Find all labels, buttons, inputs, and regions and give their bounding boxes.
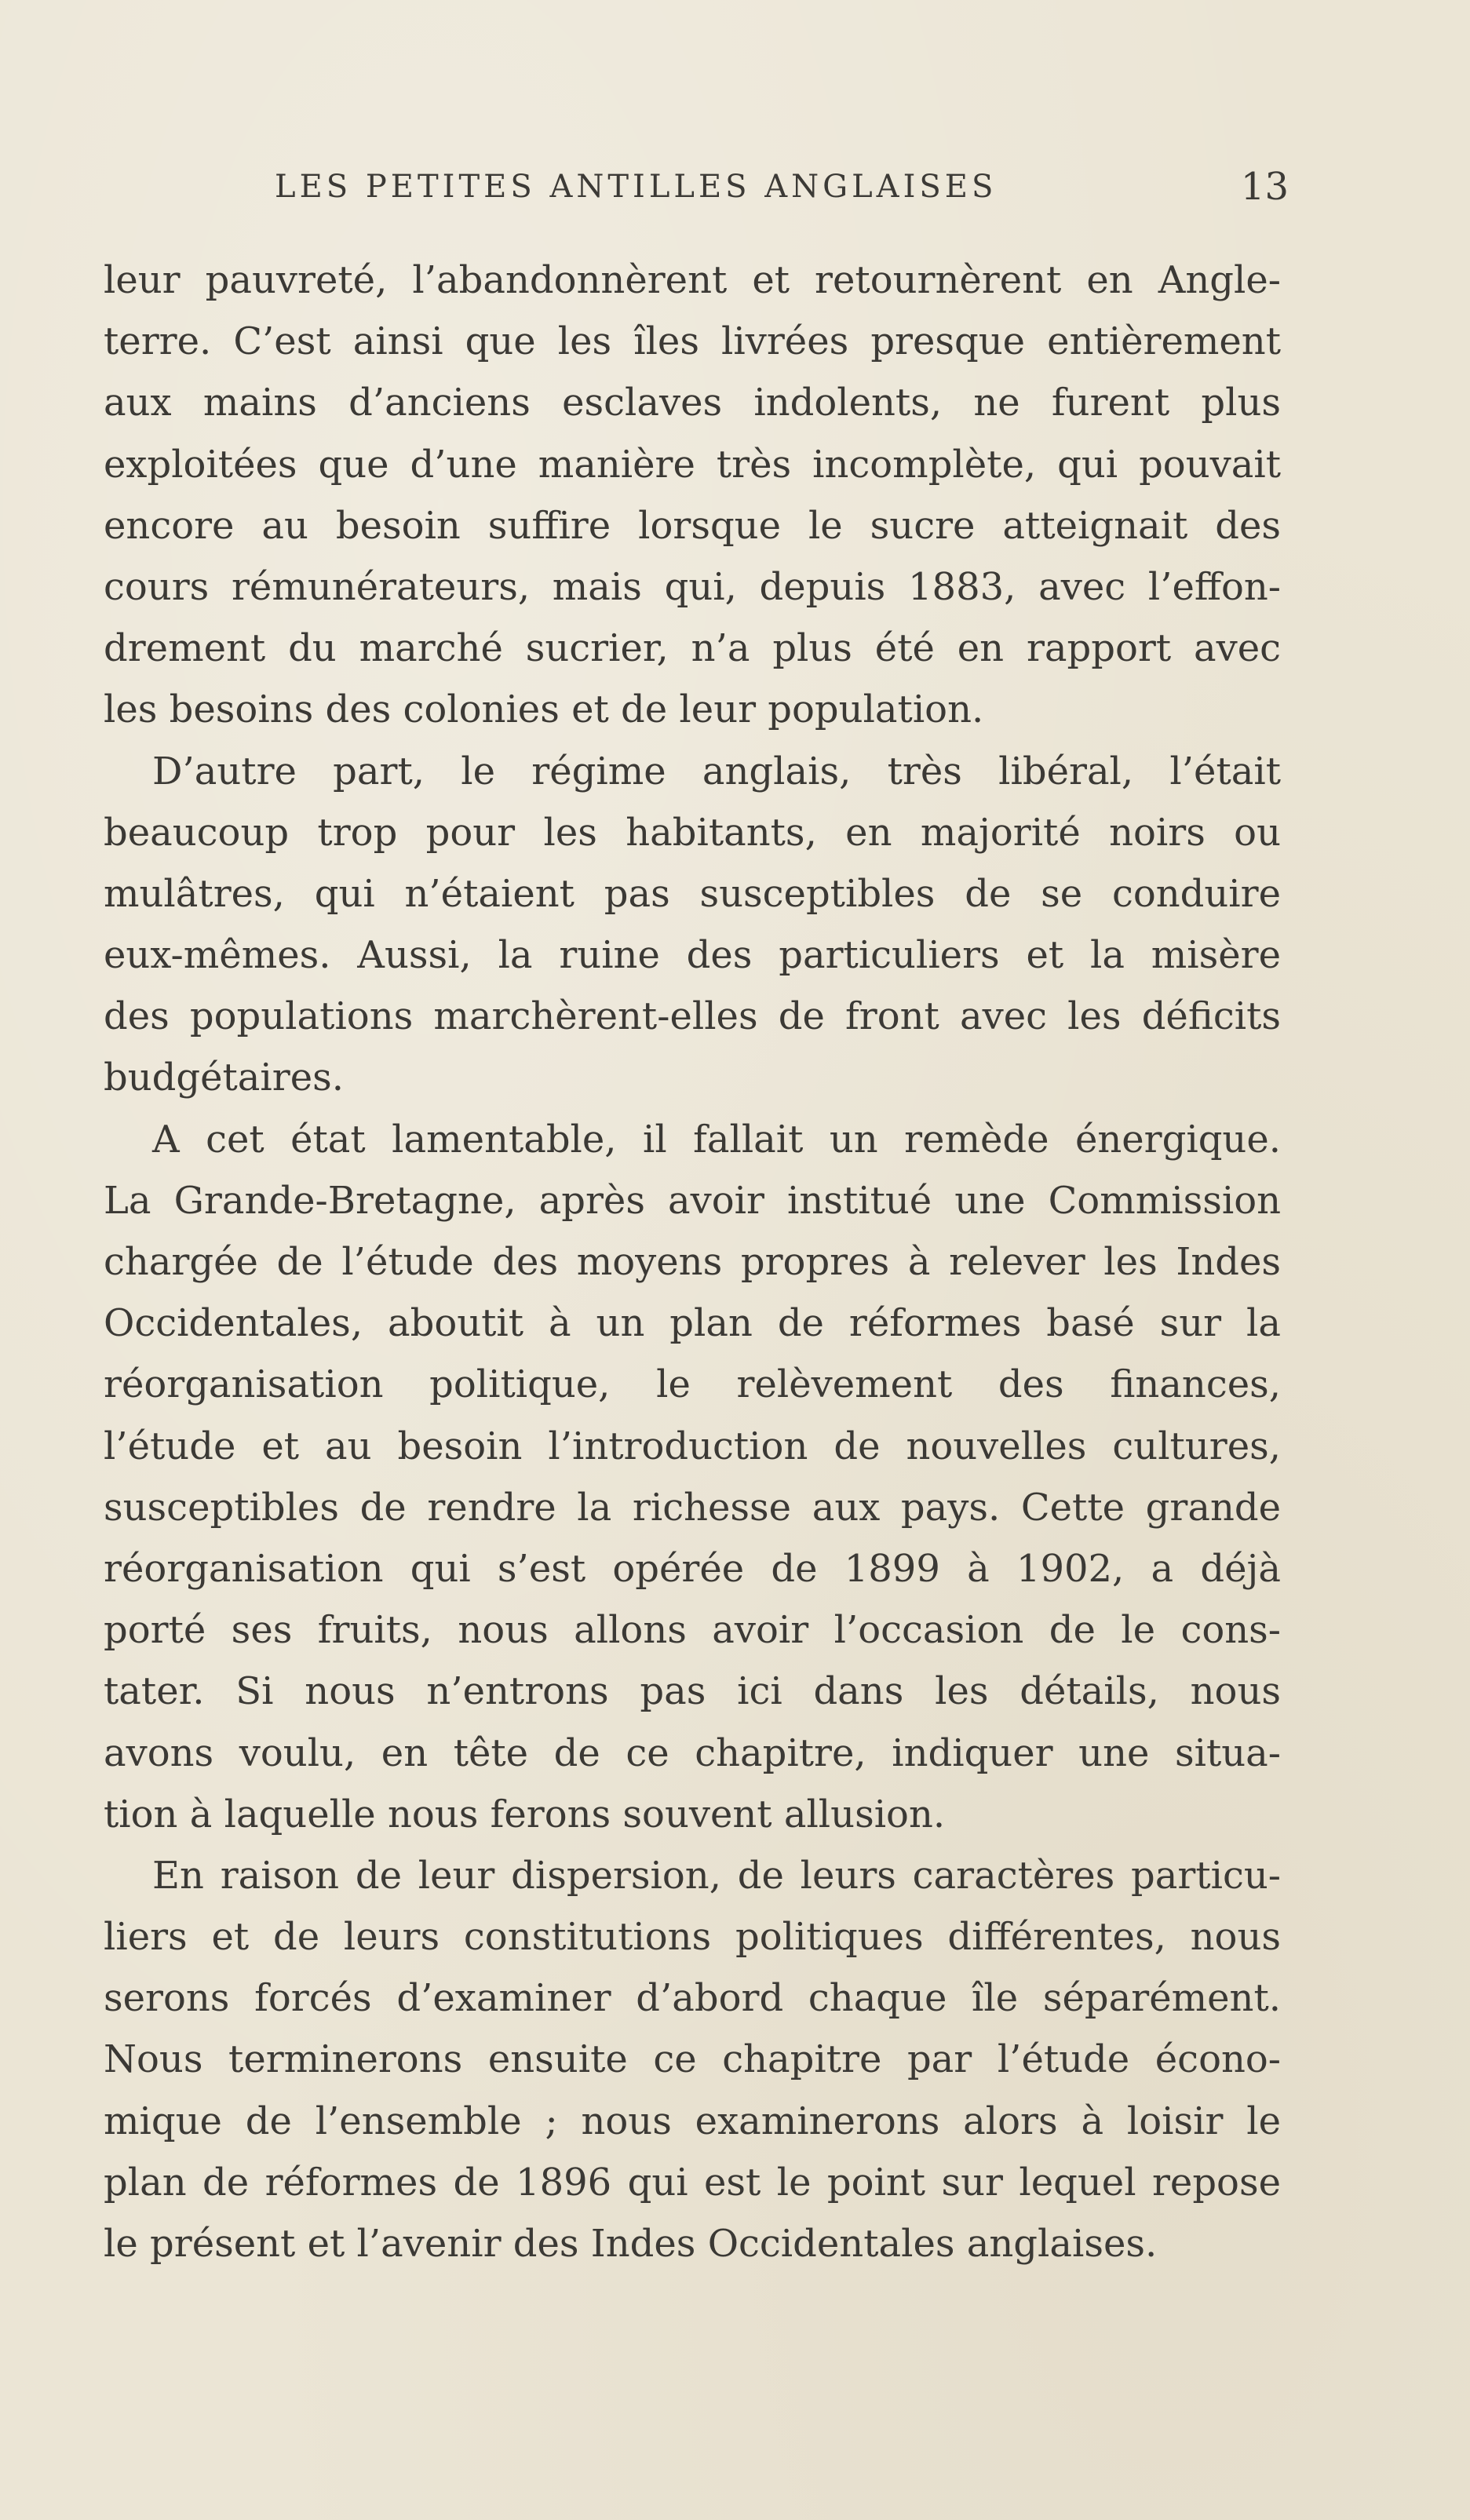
- text-line: eux-mêmes. Aussi, la ruine des particuliers et la misère: [104, 933, 1281, 978]
- text-line: La Grande-Bretagne, après avoir institué une Commission: [104, 1178, 1281, 1223]
- paragraph: [104, 1845, 1281, 2274]
- text-line: réorganisation politique, le relèvement des finances,: [104, 1362, 1281, 1407]
- text-line: des populations marchèrent-elles de front avec les déficits: [104, 994, 1281, 1039]
- text-line: plan de réformes de 1896 qui est le point sur lequel repose: [104, 2160, 1281, 2205]
- text-line: susceptibles de rendre la richesse aux pays. Cette grande: [104, 1485, 1281, 1530]
- text-line: porté ses fruits, nous allons avoir l’occasion de le cons-: [104, 1608, 1281, 1653]
- running-header-title: LES PETITES ANTILLES ANGLAISES: [275, 169, 998, 205]
- text-line: En raison de leur dispersion, de leurs caractères particu-: [152, 1853, 1281, 1898]
- text-line: aux mains d’anciens esclaves indolents, ne furent plus: [104, 381, 1281, 425]
- text-line: budgétaires.: [104, 1056, 344, 1100]
- text-line: serons forcés d’examiner d’abord chaque île séparément.: [104, 1976, 1281, 2021]
- text-line: exploitées que d’une manière très incomplète, qui pouvait: [104, 442, 1281, 487]
- text-line: avons voulu, en tête de ce chapitre, indiquer une situa-: [104, 1730, 1281, 1775]
- page-number: 13: [1240, 165, 1289, 209]
- text-line: Occidentales, aboutit à un plan de réformes basé sur la: [104, 1301, 1281, 1346]
- text-line: leur pauvreté, l’abandonnèrent et retournèrent en Angle-: [104, 258, 1281, 302]
- text-line: le présent et l’avenir des Indes Occidentales anglaises.: [104, 2222, 1158, 2266]
- text-line: réorganisation qui s’est opérée de 1899 à 1902, a déjà: [104, 1546, 1281, 1591]
- text-line: D’autre part, le régime anglais, très libéral, l’était: [152, 749, 1281, 793]
- text-line: Nous terminerons ensuite ce chapitre par l’étude écono-: [104, 2037, 1281, 2082]
- text-line: chargée de l’étude des moyens propres à relever les Indes: [104, 1240, 1281, 1284]
- text-line: mique de l’ensemble ; nous examinerons alors à loisir le: [104, 2099, 1281, 2143]
- text-line: drement du marché sucrier, n’a plus été en rapport avec: [104, 626, 1281, 671]
- text-line: cours rémunérateurs, mais qui, depuis 1883, avec l’effon-: [104, 564, 1281, 609]
- text-line: l’étude et au besoin l’introduction de nouvelles cultures,: [104, 1424, 1281, 1468]
- body-text: [104, 250, 1281, 2274]
- text-line: les besoins des colonies et de leur population.: [104, 687, 984, 732]
- text-line: A cet état lamentable, il fallait un remède énergique.: [152, 1117, 1281, 1162]
- text-line: tion à laquelle nous ferons souvent allusion.: [104, 1792, 946, 1836]
- running-header: [275, 163, 1289, 210]
- paragraph: [104, 1109, 1281, 1845]
- paragraph: [104, 741, 1281, 1109]
- text-line: liers et de leurs constitutions politiques différentes, nous: [104, 1915, 1281, 1960]
- text-line: encore au besoin suffire lorsque le sucre atteignait des: [104, 503, 1281, 548]
- text-line: tater. Si nous n’entrons pas ici dans les détails, nous: [104, 1669, 1281, 1714]
- text-line: terre. C’est ainsi que les îles livrées presque entièrement: [104, 319, 1281, 364]
- text-line: mulâtres, qui n’étaient pas susceptibles de se conduire: [104, 871, 1281, 916]
- text-line: beaucoup trop pour les habitants, en majorité noirs ou: [104, 810, 1281, 855]
- paragraph: [104, 250, 1281, 741]
